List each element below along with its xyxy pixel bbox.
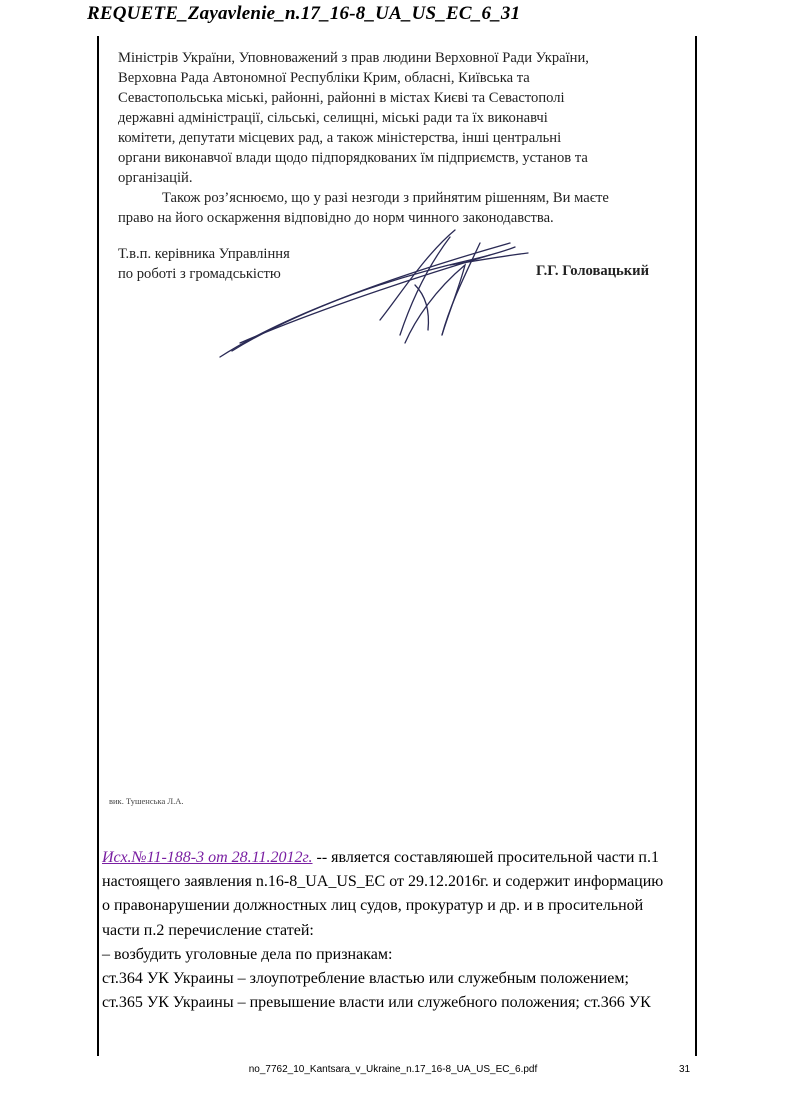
commentary-line: -- является составляюшей просительной части п.1 xyxy=(312,849,659,866)
signer-position-line-2: по роботі з громадськістю xyxy=(118,266,281,282)
commentary-line: – возбудить уголовные дела по признакам: xyxy=(102,945,393,963)
signer-position-line-1: Т.в.п. керівника Управління xyxy=(118,246,290,262)
frame-left-border xyxy=(97,36,99,1056)
commentary-line-1 xyxy=(102,846,692,870)
letter-line: право на його оскарження відповідно до норм чинного законодавства. xyxy=(118,210,554,226)
commentary-text xyxy=(102,846,692,1015)
letter-line: організацій. xyxy=(118,170,193,186)
commentary-line: ст.364 УК Украины – злоупотребление властью или служебным положением; xyxy=(102,970,629,988)
signer-name: Г.Г. Головацький xyxy=(536,263,649,279)
commentary-line: части п.2 перечисление статей: xyxy=(102,921,314,939)
footer-file-name: no_7762_10_Kantsara_v_Ukraine_n.17_16-8_UA_US_EC_6.pdf xyxy=(248,1064,538,1075)
frame-right-border xyxy=(695,36,697,1056)
letter-line: органи виконавчої влади щодо підпорядкованих їм підприємств, установ та xyxy=(118,150,588,166)
handwritten-signature xyxy=(210,225,530,365)
letter-line: Також роз’яснюємо, що у разі незгоди з прийнятим рішенням, Ви маєте xyxy=(162,190,609,206)
letter-paragraph-2 xyxy=(118,188,678,228)
letter-line: Міністрів України, Уповноважений з прав людини Верховної Ради України, xyxy=(118,50,589,66)
letter-line: комітети, депутати місцевих рад, а також міністерства, інші центральні xyxy=(118,130,562,146)
letter-line: Верховна Рада Автономної Республіки Крим, обласні, Київська та xyxy=(118,70,530,86)
letter-line: державні адміністрації, сільські, селищні, міські ради та їх виконавчі xyxy=(118,110,548,126)
commentary-line: ст.365 УК Украины – превышение власти или служебного положения; ст.366 УК xyxy=(102,994,651,1012)
commentary-line: настоящего заявления n.16-8_UA_US_EC от 29.12.2016г. и содержит информацию xyxy=(102,873,664,891)
letter-line: Севастопольська міські, районні, районні в містах Києві та Севастополі xyxy=(118,90,565,106)
scanned-letter-text xyxy=(118,48,678,228)
footer-page-number: 31 xyxy=(679,1064,691,1075)
page-header-title: REQUETE_Zayavlenie_n.17_16-8_UA_US_EC_6_31 xyxy=(87,3,521,24)
reference-link[interactable]: Исх.№11-188-3 от 28.11.2012г. xyxy=(102,849,313,866)
commentary-line: о правонарушении должностных лиц судов, прокуратур и др. и в просительной xyxy=(102,897,644,915)
letter-paragraph-1 xyxy=(118,48,678,188)
executor-note: вик. Тушенська Л.А. xyxy=(109,796,184,806)
